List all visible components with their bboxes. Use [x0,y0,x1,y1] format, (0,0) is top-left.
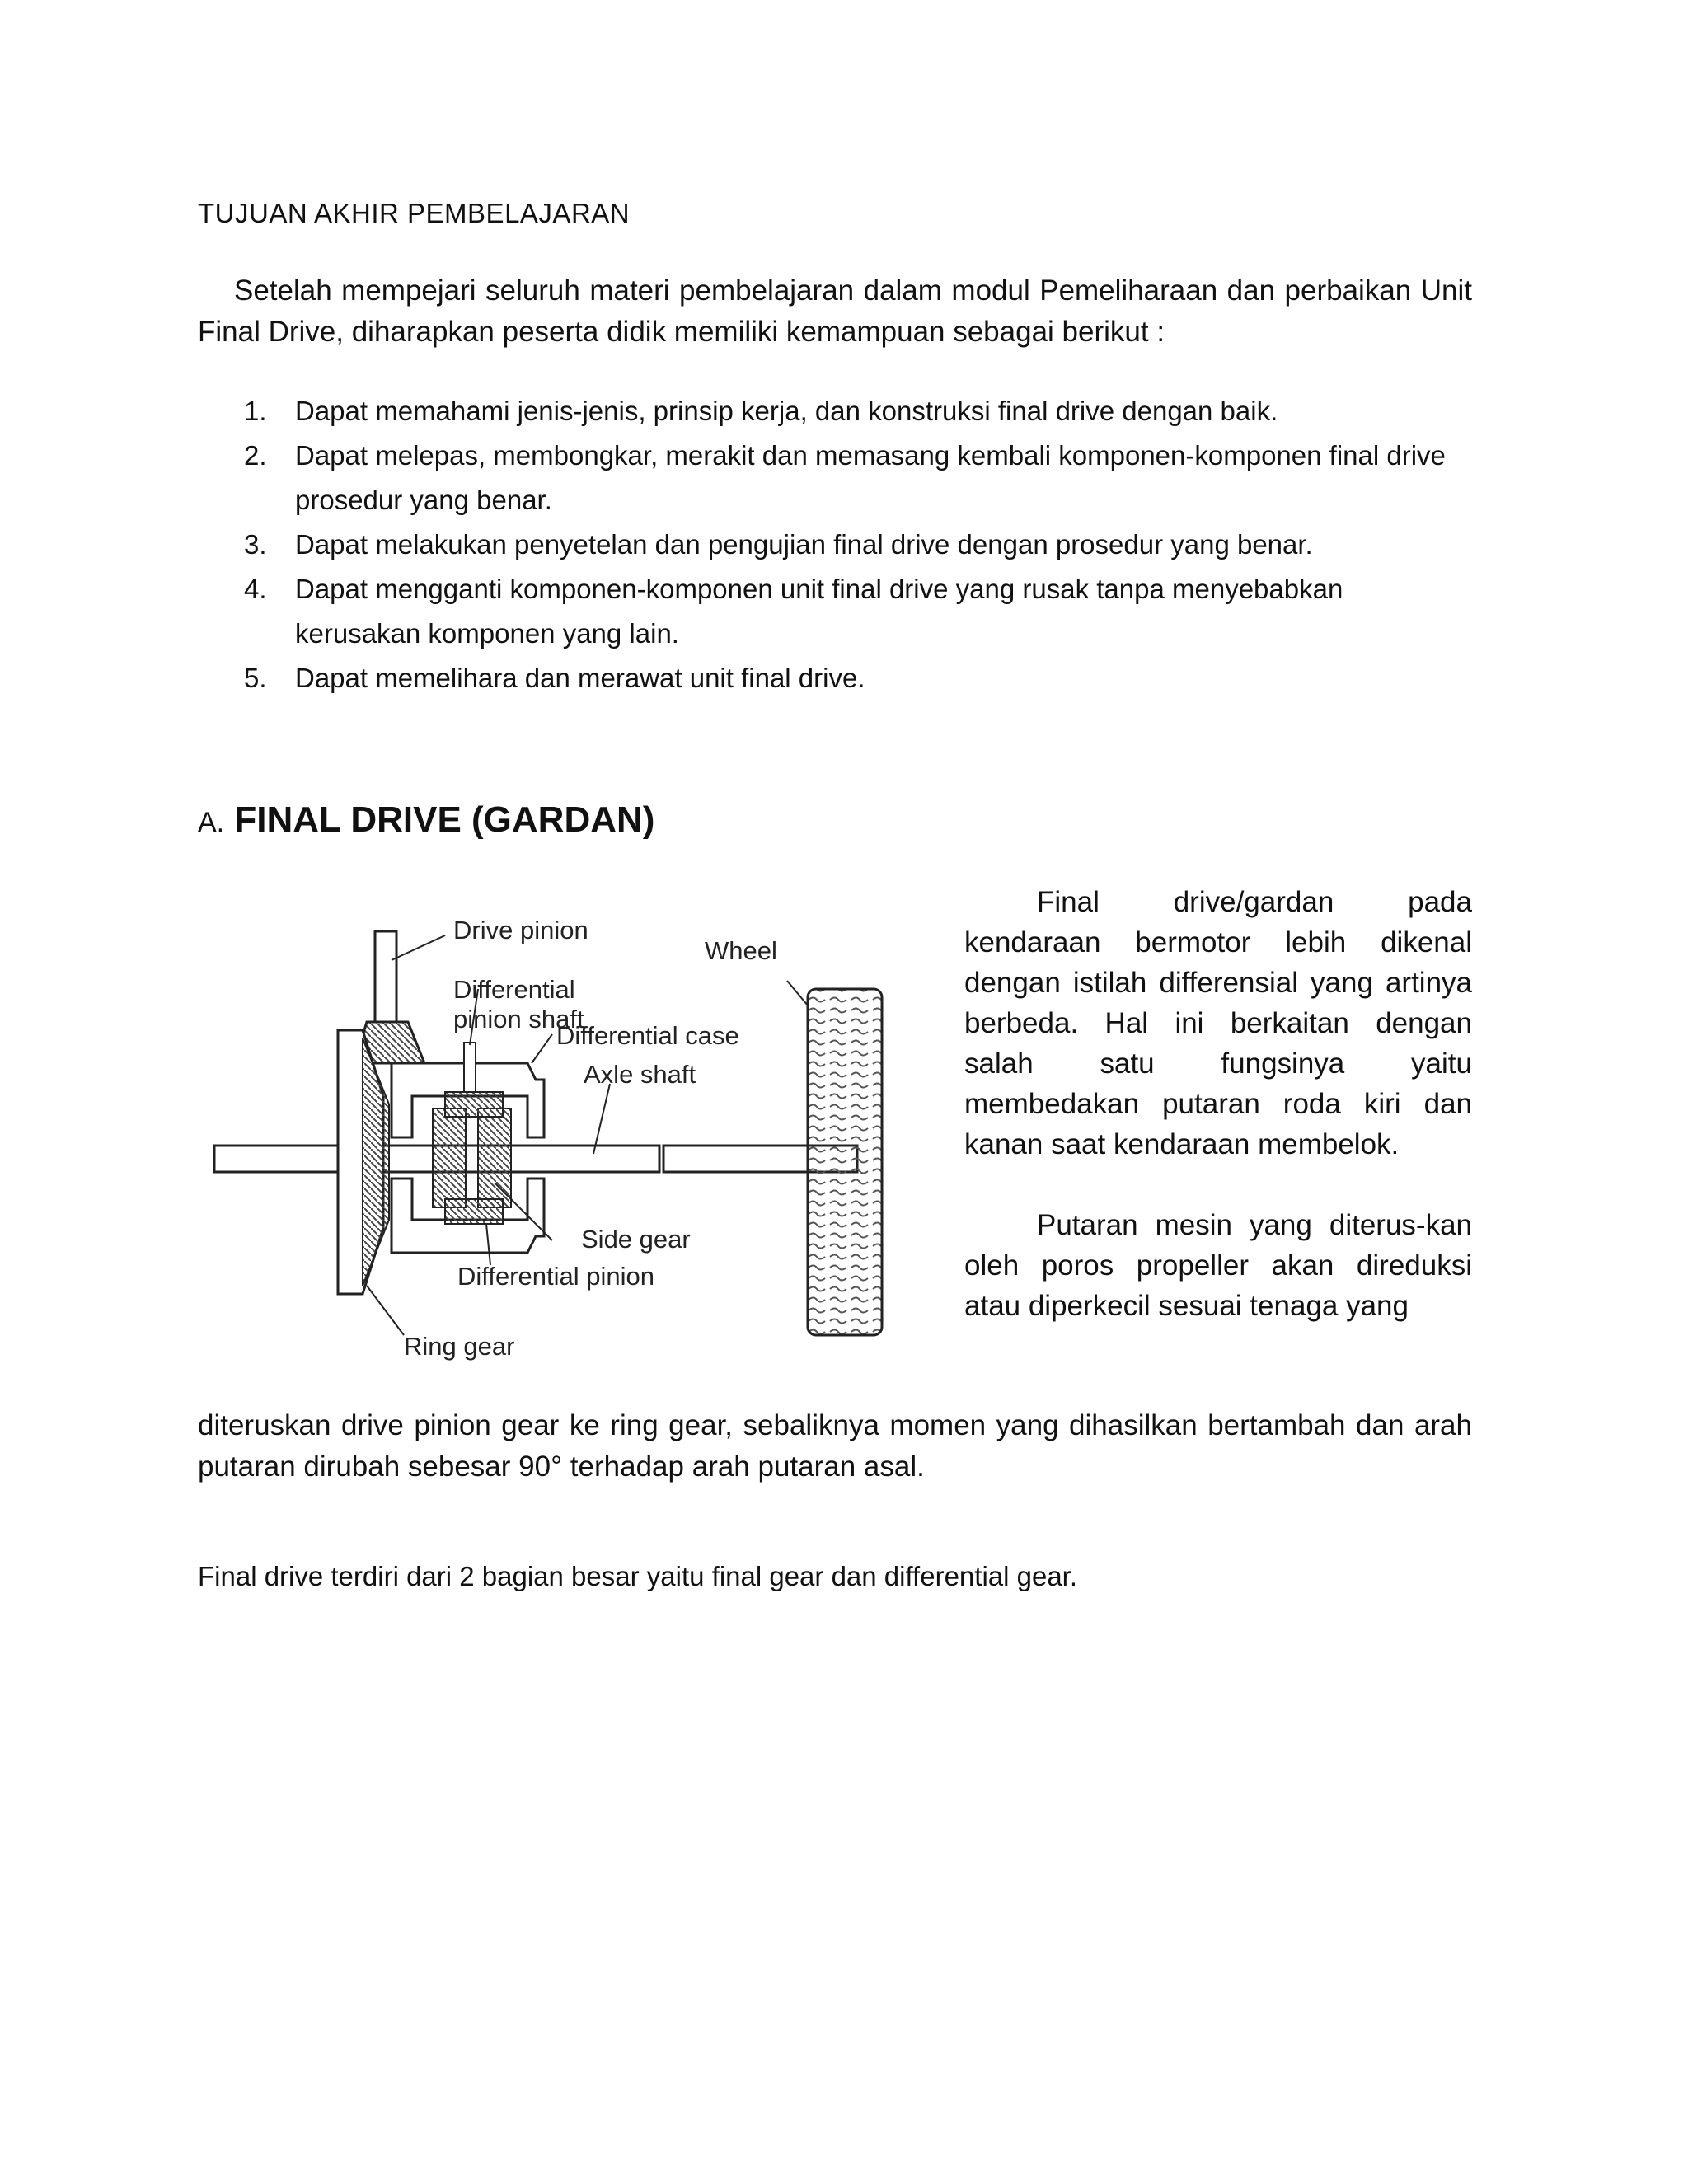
section-name: FINAL DRIVE (GARDAN) [234,799,655,840]
page-heading: TUJUAN AKHIR PEMBELAJARAN [198,198,631,228]
objective-item [244,389,1472,434]
label-ring-gear: Ring gear [404,1332,515,1361]
ring-gear-teeth [363,1038,389,1286]
leader-drive-pinion [392,935,445,960]
differential-pinion-bottom [445,1199,503,1224]
leader-differential-case [532,1034,552,1063]
objective-text: Dapat mengganti komponen-komponen unit final drive yang rusak tanpa menyebabkan kerusakan komponen yang lain. [295,574,1343,649]
objective-number: 1. [244,396,267,426]
objective-text: Dapat memahami jenis-jenis, prinsip kerja, dan konstruksi final drive dengan baik. [295,396,1278,426]
objectives-list [244,389,1472,701]
objective-item [244,523,1472,567]
drive-pinion-shaft [375,931,396,1022]
intro-paragraph [198,270,1472,353]
objective-item [244,567,1472,656]
label-differential-pinion-shaft-line1: Differential [453,975,575,1004]
side-gear-left [433,1108,466,1207]
leader-wheel [787,981,808,1005]
continuation-paragraph: diteruskan drive pinion gear ke ring gear, sebaliknya momen yang dihasilkan bertambah dan arah putaran dirubah sebesar 90° terhadap arah putaran asal. [198,1409,1472,1483]
differential-pinion-top [445,1092,503,1117]
label-differential-pinion: Differential pinion [457,1262,654,1291]
objective-text: Dapat melepas, membongkar, merakit dan memasang kembali komponen-komponen final drive prosedur yang benar. [295,440,1446,515]
label-side-gear: Side gear [581,1225,691,1254]
side-text-column [964,882,1472,1326]
objective-number: 2. [244,440,267,471]
intro-text: Setelah mempejari seluruh materi pembelajaran dalam modul Pemeliharaan dan perbaikan Unit Final Drive, diharapkan peserta didik memiliki kemampuan sebagai berikut : [198,274,1472,348]
label-differential-case: Differential case [556,1021,739,1050]
label-differential-pinion-shaft-line2: pinion shaft [453,1005,584,1033]
section-letter: A. [198,807,225,838]
label-drive-pinion: Drive pinion [453,916,588,944]
objective-number: 3. [244,529,267,560]
objective-number: 4. [244,574,267,604]
label-axle-shaft: Axle shaft [584,1060,696,1089]
final-drive-illustration [206,898,898,1376]
section-title [198,799,654,841]
closing-paragraph: Final drive terdiri dari 2 bagian besar yaitu final gear dan differential gear. [198,1561,1078,1591]
final-drive-diagram [206,898,898,1376]
side-gear-right [478,1108,511,1207]
label-wheel: Wheel [705,936,777,965]
objective-item [244,656,1472,701]
objective-item [244,434,1472,523]
objective-text: Dapat melakukan penyetelan dan pengujian final drive dengan prosedur yang benar. [295,529,1313,560]
differential-pinion-shaft [464,1043,476,1092]
objective-text: Dapat memelihara dan merawat unit final drive. [295,663,865,693]
side-paragraph: Putaran mesin yang diterus-kan oleh poros propeller akan direduksi atau diperkecil sesuai tenaga yang [964,1209,1472,1322]
objective-number: 5. [244,663,267,693]
leader-axle-shaft [593,1084,610,1154]
leader-ring-gear [367,1286,404,1335]
wheel-tire [808,989,882,1335]
side-paragraph: Final drive/gardan pada kendaraan bermotor lebih dikenal dengan istilah differensial yang artinya berbeda. Hal ini berkaitan dengan salah satu fungsinya yaitu membedakan putaran roda kiri dan kanan saat kendaraan membelok. [964,886,1472,1160]
